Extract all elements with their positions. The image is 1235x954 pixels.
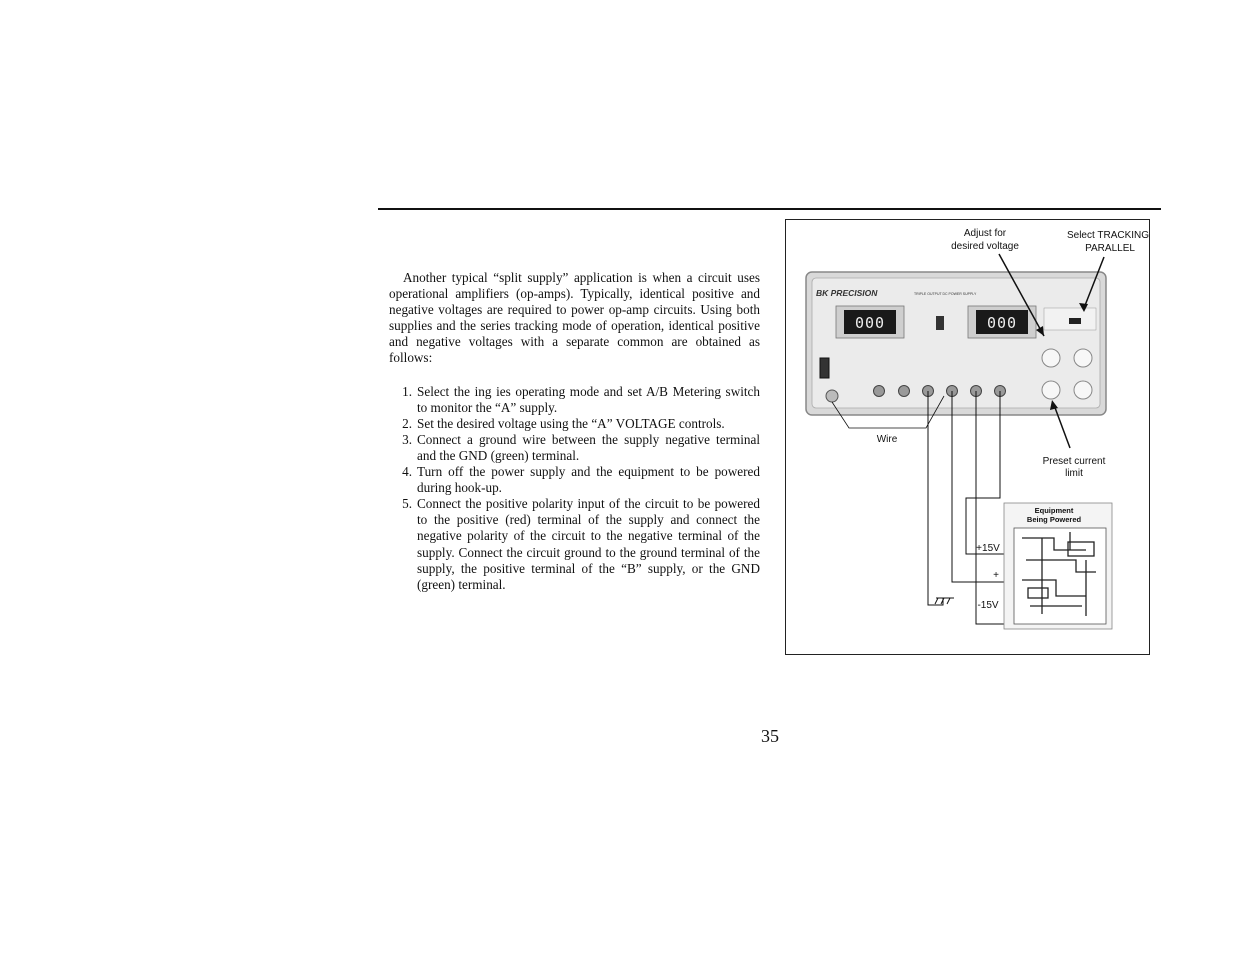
list-item: 3. Connect a ground wire between the supply negative terminal and the GND (green) terminal.: [402, 431, 760, 463]
list-item: 2. Set the desired voltage using the “A” VOLTAGE controls.: [402, 415, 725, 431]
callout-adjust-line1: Adjust for: [963, 228, 1007, 239]
current-knob-b: [1074, 381, 1092, 399]
brand-logo: BK PRECISION: [816, 288, 878, 298]
current-knob-a: [1042, 381, 1060, 399]
equipment-label-line1: Equipment: [1034, 506, 1074, 515]
wire-ground: [928, 391, 943, 605]
voltage-knob-a: [1042, 349, 1060, 367]
panel-title: TRIPLE OUTPUT DC POWER SUPPLY: [914, 292, 977, 296]
callout-tracking-line1: Select TRACKING: [1066, 230, 1149, 241]
list-item: 1. Select the ing ies operating mode and set A/B Metering switch to monitor the “A” supply.: [402, 383, 760, 415]
display-a-value: 000: [854, 314, 886, 332]
callout-preset-line1: Preset current: [1042, 456, 1106, 467]
label-plus: +: [993, 570, 999, 581]
tracking-switch: [1069, 318, 1081, 324]
terminal: [899, 386, 910, 397]
callout-preset-line2: limit: [1065, 468, 1083, 479]
label-minus15: -15V: [977, 600, 999, 611]
intro-paragraph: Another typical “split supply” application is when a circuit uses operational amplifiers (op-amps). Typically, identical positive and negative voltages are required to power op-amp circuits. Using both supplies and the series tracking mode of operation, identical positive and negative voltages with a separate common are obtained as follows:: [389, 270, 760, 366]
header-rule: [378, 208, 1161, 210]
body-text: [389, 270, 760, 593]
callout-tracking-line2: PARALLEL: [1085, 243, 1135, 254]
callout-adjust-line2: desired voltage: [951, 241, 1019, 252]
power-switch: [820, 358, 829, 378]
figure-drawing: [786, 220, 1149, 654]
label-plus15: +15V: [976, 543, 1000, 554]
equipment-label-line2: Being Powered: [1026, 515, 1082, 524]
meter-switch: [936, 316, 944, 330]
steps-list: [389, 384, 760, 593]
terminal: [874, 386, 885, 397]
page-number: 35: [761, 726, 779, 746]
power-supply-figure: [785, 219, 1150, 655]
list-item: 4. Turn off the power supply and the equipment to be powered during hook-up.: [402, 464, 760, 496]
display-b-value: 000: [986, 314, 1018, 332]
gnd-terminal: [826, 390, 838, 402]
list-item: 5. Connect the positive polarity input of the circuit to be powered to the positive (red) terminal of the supply and connect the negative polarity of the circuit to the negative terminal of the supply. Connect the circuit ground to the ground terminal of the supply, the positive terminal of the “B” supply, or the GND (green) terminal.: [402, 496, 760, 592]
voltage-knob-b: [1074, 349, 1092, 367]
callout-wire: Wire: [876, 434, 898, 445]
